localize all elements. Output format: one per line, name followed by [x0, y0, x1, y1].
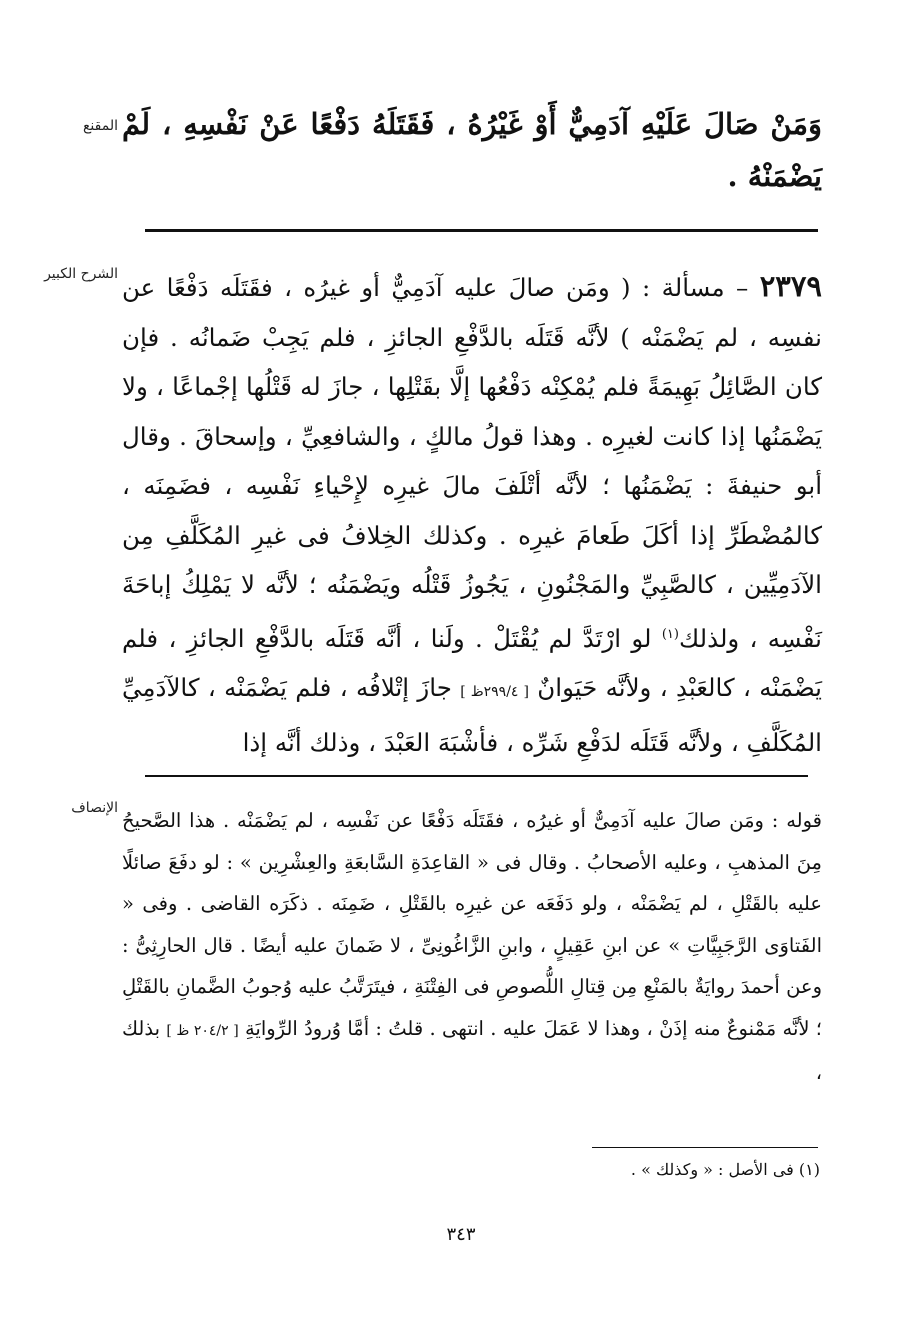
insaf-text-part2: بذلك ،	[122, 1016, 822, 1084]
issue-number: ٢٣٧٩	[759, 269, 822, 303]
page-marker: [ ٢٩٩/٤ظ ]	[460, 684, 529, 701]
section-divider	[145, 775, 808, 777]
section-divider	[145, 229, 818, 232]
sharh-text-part2: لو ارْتَدَّ لم يُقْتَلْ . ولَنا ، أنَّه قَتَلَه بالدَّفْعِ الجائزِ ، فلم يَضْمَنْه ، كالعَبْدِ ، ولأنَّه حَيَوانٌ	[122, 623, 823, 703]
muqni-section	[122, 98, 822, 202]
footnote: (١) فى الأصل : « وكذلك » .	[630, 1160, 820, 1179]
sharh-text-part3: جازَ إتْلافُه ، فلم يَضْمَنْه ، كالآدَمِيِّ المُكَلَّفِ ، ولأنَّه قَتَلَه لدَفْعِ شَرِّه ، فأشْبَهَ العَبْدَ ، وذلك أنَّه إذا	[122, 673, 822, 757]
page-number: ٣٤٣	[446, 1224, 476, 1245]
muqni-paragraph: وَمَنْ صَالَ عَلَيْهِ آدَمِيٌّ أَوْ غَيْرُهُ ، فَقَتَلَهُ دَفْعًا عَنْ نَفْسِهِ ، لَمْ يَضْمَنْهُ .	[122, 107, 822, 193]
insaf-paragraph	[122, 800, 822, 1094]
sharh-section	[122, 262, 822, 767]
muqni-label: المقنع	[82, 118, 118, 134]
footnote-reference: (١)	[661, 626, 679, 642]
footnote-divider	[592, 1147, 818, 1148]
insaf-label: الإنصاف	[71, 800, 118, 816]
insaf-section	[122, 800, 822, 1094]
sharh-text-part1: – مسألة : ( ومَن صالَ عليه آدَمِيٌّ أو غيرُه ، فقَتَلَه دَفْعًا عن نفسِه ، لم يَضْمَنْه ) لأنَّه قَتَلَه بالدَّفْعِ الجائزِ ، فلم يَجِبْ ضَمانُه . فإن كان الصَّائِلُ بَهِيمَةً فلم يُمْكِنْه دَفْعُها إلَّا بقَتْلِها ، جازَ له قَتْلُها إجْماعًا ، ولا يَضْمَنُها إذا كانت لغيرِه . وهذا قولُ مالكٍ ، والشافعِيِّ ، وإسحاقَ . وقال أبو حنيفةَ : يَضْمَنُها ؛ لأنَّه أتْلَفَ مالَ غيرِه لإِحْياءِ نَفْسِه ، فضَمِنَه ، كالمُضْطَرِّ إذا أكَلَ طَعامَ غيرِه . وكذلك الخِلافُ فى غيرِ المُكَلَّفِ مِن الآدَمِيِّين ، كالصَّبِيِّ والمَجْنُونِ ، يَجُوزُ قَتْلُه ويَضْمَنُه ؛ لأنَّه لا يَمْلِكُ إباحَةَ نَفْسِه ، ولذلك	[122, 273, 822, 653]
sharh-paragraph	[122, 262, 822, 767]
insaf-text-part1: قوله : ومَن صالَ عليه آدَمِىٌّ أو غيرُه ، فقَتَلَه دَفْعًا عن نَفْسِه ، لم يَضْمَنْه . هذا الصَّحيحُ مِنَ المذهبِ ، وعليه الأصحابُ . وقال فى « القاعِدَةِ السَّابعَةِ والعِشْرِين » : لو دفَعَ صائلًا عليه بالقَتْلِ ، لم يَضْمَنْه ، ولو دَفَعَه عن غيرِه بالقَتْلِ ، ضَمِنَه . ذكَرَه القاضى . وفى « الفَتاوَى الرَّجَبِيَّاتِ » عن ابنِ عَقِيلٍ ، وابنِ الزَّاغُونِىِّ ، لا ضَمانَ عليه أيضًا . قال الحارِثِىُّ : وعن أحمدَ روايَةٌ بالمَنْعِ مِن قِتالِ اللُّصوصِ فى الفِتْنَةِ ، فيتَرَتَّبُ عليه وُجوبُ الضَّمانِ بالقَتْلِ ؛ لأنَّه مَمْنوعٌ منه إذَنْ ، وهذا لا عَمَلَ عليه . انتهى . قلتُ : أمَّا وُرودُ الرِّوايَةِ	[122, 809, 823, 1040]
page-marker: [ ٢٠٤/٢ ظ ]	[166, 1022, 239, 1039]
sharh-label: الشرح الكبير	[44, 266, 118, 282]
